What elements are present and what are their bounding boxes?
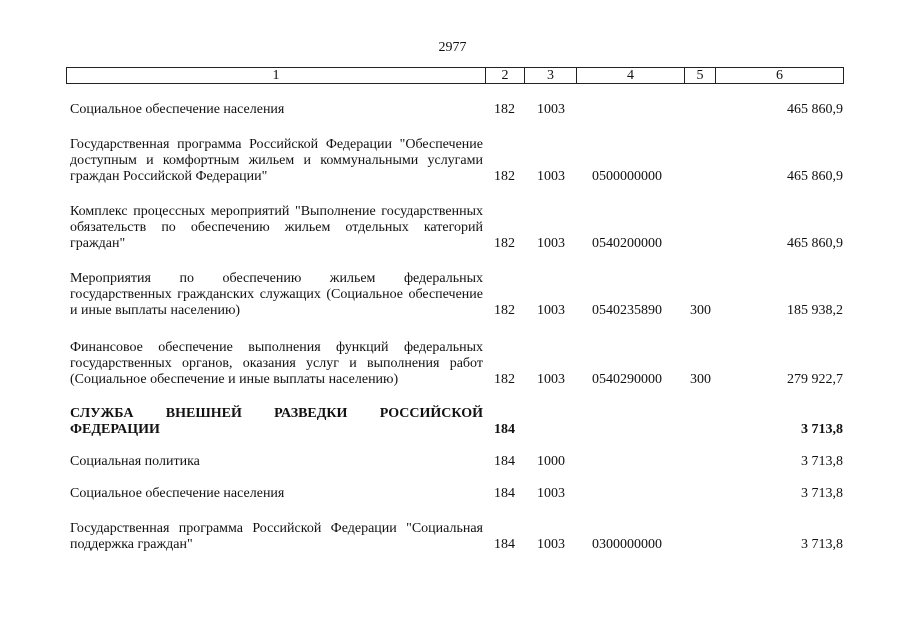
row-col-4: 0500000000: [592, 169, 662, 184]
header-col-6: 6: [715, 68, 843, 83]
row-col-5: 300: [690, 372, 711, 387]
row-description: Государственная программа Российской Федерации "Социальная поддержка граждан": [70, 521, 483, 552]
row-col-6: 465 860,9: [787, 102, 843, 117]
row-col-4: 0540290000: [592, 372, 662, 387]
row-col-4: 0540235890: [592, 303, 662, 318]
row-col-2: 182: [494, 236, 515, 251]
row-col-6: 465 860,9: [787, 169, 843, 184]
row-col-5: 300: [690, 303, 711, 318]
header-col-5: 5: [684, 68, 715, 83]
table-row: [0, 102, 905, 118]
row-col-2: 182: [494, 169, 515, 184]
header-col-1: 1: [272, 68, 280, 83]
row-col-3: 1003: [537, 372, 565, 387]
row-description: СЛУЖБА ВНЕШНЕЙ РАЗВЕДКИ РОССИЙСКОЙ ФЕДЕРАЦИИ: [70, 406, 483, 437]
table-row: [0, 454, 905, 470]
row-col-4: 0540200000: [592, 236, 662, 251]
table-row: [0, 204, 905, 252]
header-col-3: 3: [524, 68, 576, 83]
row-col-6: 465 860,9: [787, 236, 843, 251]
row-description: Социальная политика: [70, 454, 200, 469]
row-description: Социальное обеспечение населения: [70, 486, 285, 501]
row-col-2: 184: [494, 422, 515, 437]
table-row: [0, 521, 905, 553]
row-description: Государственная программа Российской Федерации "Обеспечение доступным и комфортным жильем и коммунальными услугами граждан Российской Федерации": [70, 137, 483, 184]
row-col-3: 1003: [537, 169, 565, 184]
page-number: 2977: [438, 40, 467, 55]
row-col-6: 3 713,8: [801, 454, 843, 469]
table-row: [0, 340, 905, 388]
header-col-4: 4: [576, 68, 684, 83]
table-row: [0, 271, 905, 319]
table-row: [0, 486, 905, 502]
row-col-2: 184: [494, 537, 515, 552]
row-col-2: 184: [494, 486, 515, 501]
row-col-4: 0300000000: [592, 537, 662, 552]
row-col-2: 184: [494, 454, 515, 469]
row-col-6: 3 713,8: [801, 537, 843, 552]
header-col-2: 2: [485, 68, 524, 83]
row-col-3: 1000: [537, 454, 565, 469]
row-description: Мероприятия по обеспечению жильем федеральных государственных гражданских служащих (Социальное обеспечение и иные выплаты населению): [70, 271, 483, 318]
row-col-3: 1003: [537, 303, 565, 318]
row-description: Комплекс процессных мероприятий "Выполнение государственных обязательств по обеспечению жильем отдельных категорий граждан": [70, 204, 483, 251]
row-col-3: 1003: [537, 537, 565, 552]
row-col-6: 279 922,7: [787, 372, 843, 387]
row-col-6: 3 713,8: [801, 422, 843, 437]
row-col-3: 1003: [537, 102, 565, 117]
row-col-6: 185 938,2: [787, 303, 843, 318]
row-col-3: 1003: [537, 486, 565, 501]
row-col-2: 182: [494, 303, 515, 318]
row-description: Финансовое обеспечение выполнения функций федеральных государственных органов, оказания услуг и выполнения работ (Социальное обеспечение и иные выплаты населению): [70, 340, 483, 387]
row-col-6: 3 713,8: [801, 486, 843, 501]
row-col-2: 182: [494, 372, 515, 387]
row-col-2: 182: [494, 102, 515, 117]
table-row: [0, 137, 905, 185]
row-description: Социальное обеспечение населения: [70, 102, 285, 117]
row-col-3: 1003: [537, 236, 565, 251]
table-row: [0, 406, 905, 438]
